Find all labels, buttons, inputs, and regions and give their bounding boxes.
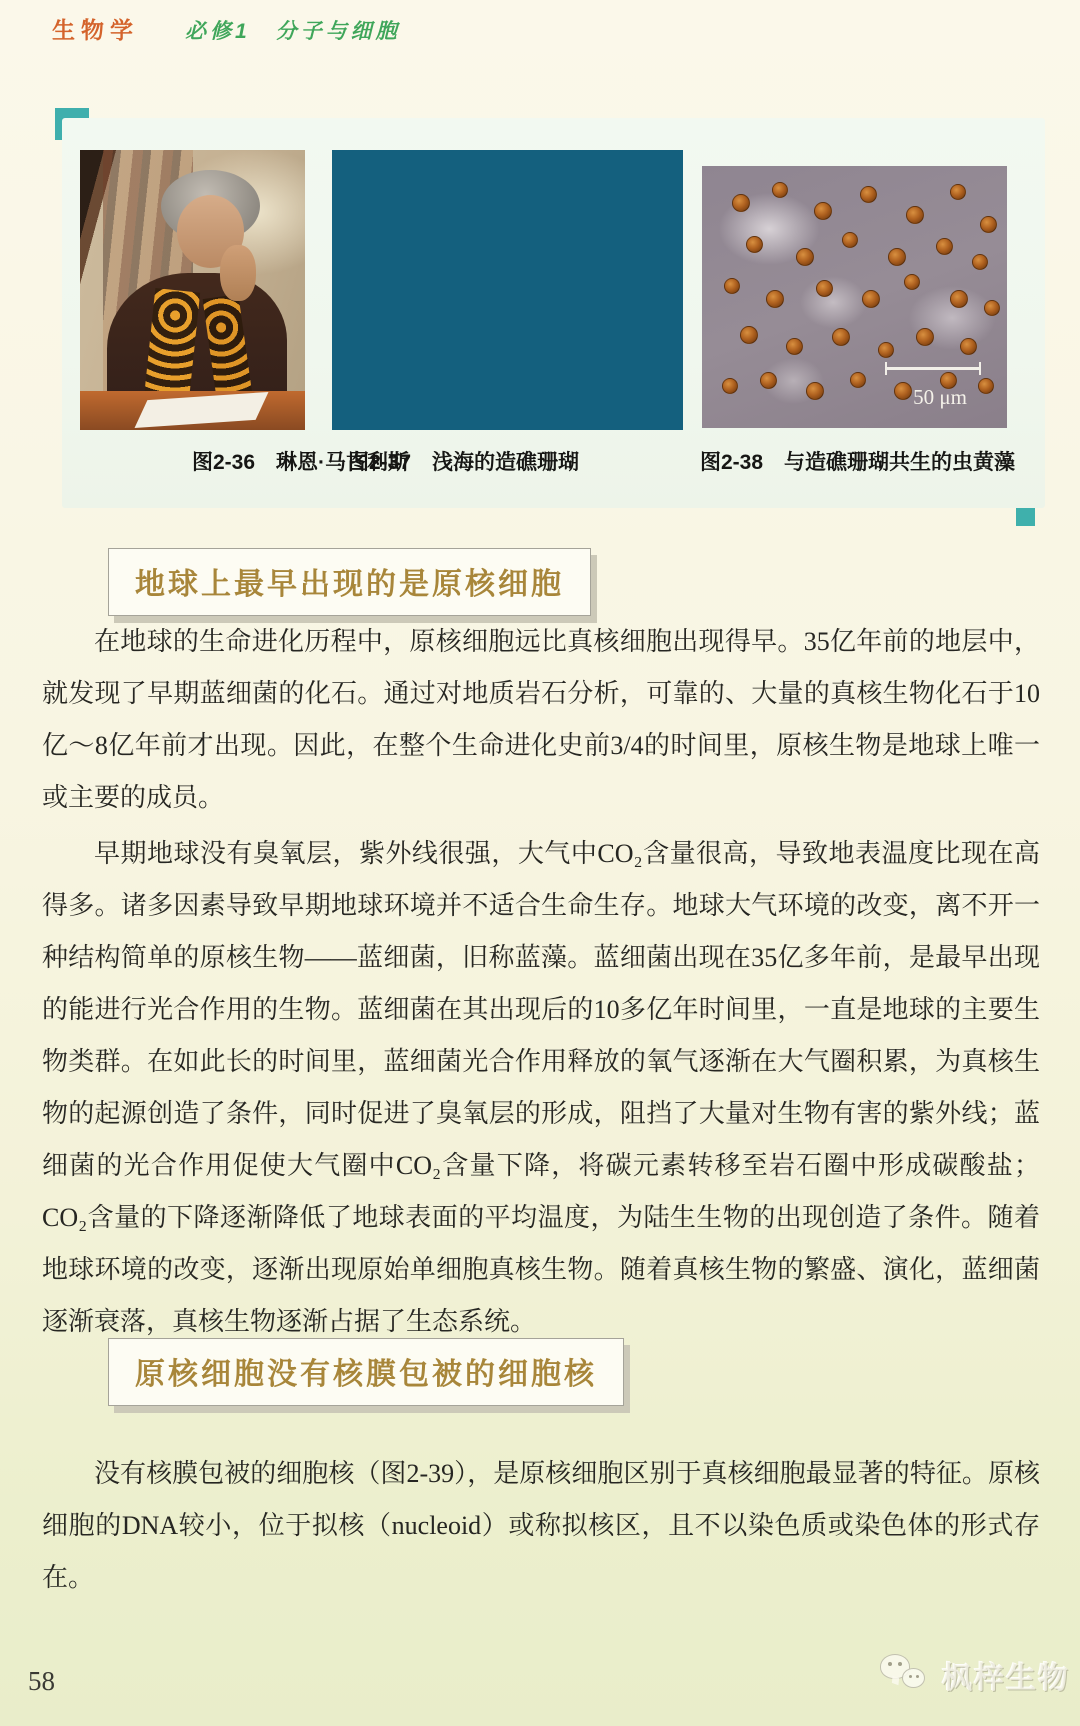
page-number: 58	[28, 1666, 55, 1696]
algae-cell	[732, 194, 750, 212]
algae-cell	[906, 206, 924, 224]
algae-cell	[772, 182, 788, 198]
figure-2-38-photo-micrograph	[702, 166, 1007, 428]
body-paragraph-1: 在地球的生命进化历程中，原核细胞远比真核细胞出现得早。35亿年前的地层中，就发现了早期蓝细菌的化石。通过对地质岩石分析，可靠的、大量的真核生物化石于10亿～8亿年前才出现。因此，在整个生命进化史前3/4的时间里，原核生物是地球上唯一或主要的成员。	[42, 627, 1040, 812]
algae-cell	[950, 184, 966, 200]
algae-cell	[832, 328, 850, 346]
algae-cell	[816, 280, 833, 297]
algae-cell	[888, 248, 906, 266]
algae-cell	[936, 238, 953, 255]
figure-2-36-photo-lynn-margulis	[80, 150, 305, 430]
algae-cell	[878, 342, 894, 358]
algae-cell	[796, 248, 814, 266]
algae-cell	[786, 338, 803, 355]
header-subject: 生物学	[52, 17, 139, 43]
figure-caption-2-36: 图2-36 琳恩·马古利斯	[192, 451, 410, 474]
watermark	[880, 1652, 1070, 1698]
scale-bar	[885, 367, 981, 370]
portrait-hand	[220, 245, 256, 301]
algae-cell	[978, 378, 994, 394]
algae-cell	[746, 236, 763, 253]
algae-cell	[806, 382, 824, 400]
algae-cell	[842, 232, 858, 248]
algae-cell	[766, 290, 784, 308]
algae-cell	[860, 186, 877, 203]
algae-cell	[862, 290, 880, 308]
figure-caption-2-37: 图2-37 浅海的造礁珊瑚	[348, 451, 580, 474]
algae-cell	[980, 216, 997, 233]
algae-cell	[740, 326, 758, 344]
body-paragraph-3: 没有核膜包被的细胞核（图2-39），是原核细胞区别于真核细胞最显著的特征。原核细胞的DNA较小，位于拟核（nucleoid）或称拟核区，且不以染色质或染色体的形式存在。	[42, 1459, 1040, 1592]
section-heading-1: 地球上最早出现的是原核细胞	[135, 568, 564, 601]
algae-cell	[722, 378, 738, 394]
figure-panel	[62, 118, 1045, 508]
algae-cell	[916, 328, 934, 346]
algae-cell	[972, 254, 988, 270]
figure-caption-2-38: 图2-38 与造礁珊瑚共生的虫黄藻	[700, 451, 1016, 474]
algae-cell	[814, 202, 832, 220]
algae-cell	[894, 382, 912, 400]
section-heading-box-1	[108, 548, 591, 616]
algae-cell	[960, 338, 977, 355]
algae-cell	[760, 372, 777, 389]
scale-bar-label: 50 μm	[913, 385, 967, 409]
section-heading-2: 原核细胞没有核膜包被的细胞核	[135, 1358, 597, 1391]
page-header	[52, 12, 401, 45]
body-paragraph-2: 早期地球没有臭氧层，紫外线很强，大气中CO₂含量很高，导致地表温度比现在高得多。诸多因素导致早期地球环境并不适合生命生存。地球大气环境的改变，离不开一种结构简单的原核生物——蓝细菌，旧称蓝藻。蓝细菌出现在35亿多年前，是最早出现的能进行光合作用的生物。蓝细菌在其出现后的10多亿年时间里，一直是地球的主要生物类群。在如此长的时间里，蓝细菌光合作用释放的氧气逐渐在大气圈积累，为真核生物的起源创造了条件，同时促进了臭氧层的形成，阻挡了大量对生物有害的紫外线；蓝细菌的光合作用促使大气圈中CO₂含量下降，将碳元素转移至岩石圈中形成碳酸盐；CO₂含量的下降逐渐降低了地球表面的平均温度，为陆生生物的出现创造了条件。随着地球环境的改变，逐渐出现原始单细胞真核生物。随着真核生物的繁盛、演化，蓝细菌逐渐衰落，真核生物逐渐占据了生态系统。	[42, 839, 1040, 1336]
wechat-icon	[880, 1652, 936, 1698]
algae-cell	[850, 372, 866, 388]
algae-cell	[984, 300, 1000, 316]
algae-cell	[724, 278, 740, 294]
algae-cell	[904, 274, 920, 290]
figure-2-37-photo-coral-reef	[332, 150, 683, 430]
algae-cell	[950, 290, 968, 308]
watermark-text: 枫梓生物	[942, 1662, 1070, 1695]
section-heading-box-2	[108, 1338, 624, 1406]
header-module: 必修1 分子与细胞	[185, 20, 401, 43]
